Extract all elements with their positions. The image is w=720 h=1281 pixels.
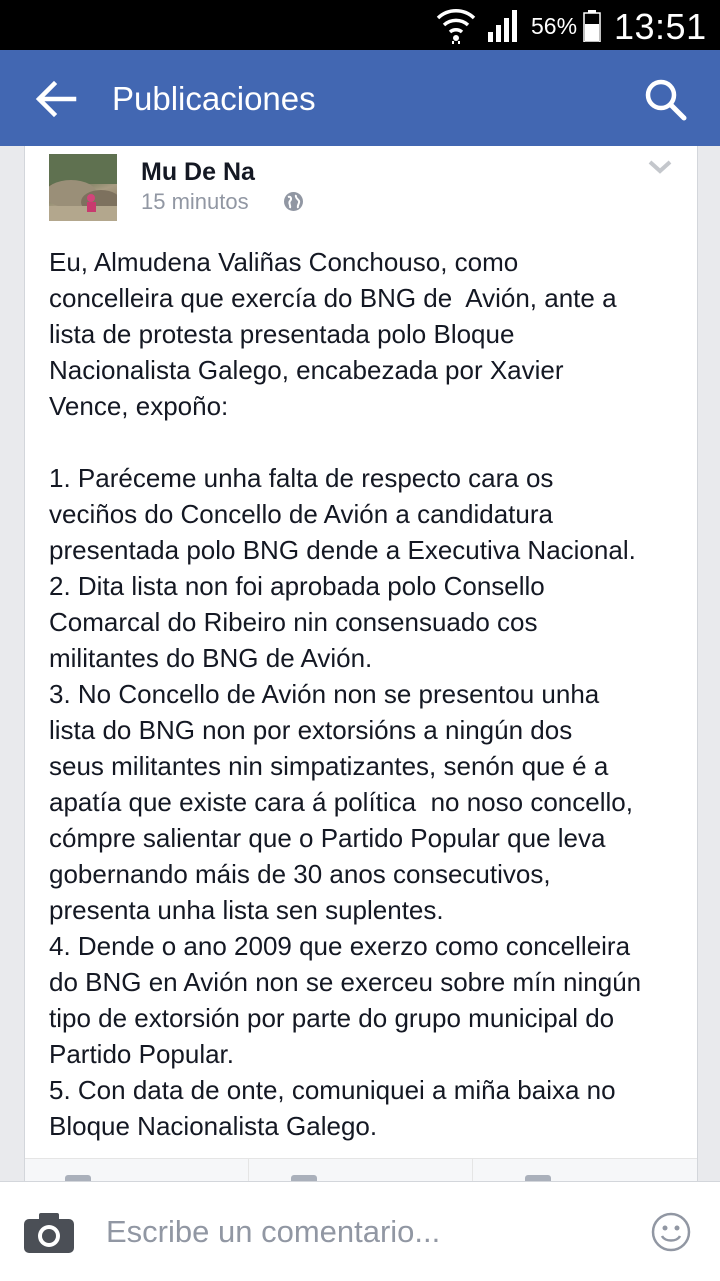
wifi-icon — [436, 6, 476, 44]
signal-icon — [486, 8, 522, 42]
back-arrow-icon[interactable] — [30, 74, 80, 124]
post-body: Eu, Almudena Valiñas Conchouso, como concelleira que exercía do BNG de Avión, ante a lista de protesta presentada polo Bloque Nacionalista Galego, encabezada por Xavier Vence, expoño: 1. Paréceme unha falta de respecto cara os veciños do Concello de Avión a candidatura presentada polo BNG dende a Executiva Nacional. 2. Dita lista non foi aprobada polo Consello Comarcal do Ribeiro nin consensuado cos militantes do BNG de Avión. 3. No Concello de Avión non se presentou unha lista do BNG non por extorsións a ningún dos seus militantes nin simpatizantes, senón que é a apatía que existe cara á política no noso concello, cómpre salientar que o Partido Popular que leva gobernando máis de 30 anos consecutivos, presenta unha lista sen suplentes. 4. Dende o ano 2009 que exerzo como concelleira do BNG en Avión non se exerceu sobre mín ningún tipo de extorsión por parte do grupo municipal do Partido Popular. 5. Con data de onte, comuniquei a miña baixa no Bloque Nacionalista Galego. — [49, 247, 642, 1141]
camera-icon[interactable] — [22, 1211, 76, 1255]
comment-bar — [0, 1181, 720, 1281]
avatar[interactable] — [49, 154, 117, 221]
post-card — [24, 146, 698, 1181]
avatar-photo-icon — [49, 154, 117, 221]
smiley-icon[interactable] — [650, 1211, 692, 1253]
battery-icon — [583, 10, 601, 42]
comment-input[interactable] — [98, 1208, 626, 1256]
search-icon[interactable] — [640, 74, 692, 126]
post-time[interactable]: 15 minutos — [141, 189, 249, 214]
app-bar — [0, 50, 720, 146]
post-author[interactable]: Mu De Na — [141, 158, 255, 186]
globe-icon — [283, 191, 304, 212]
page-title: Publicaciones — [112, 80, 316, 117]
status-bar — [0, 0, 720, 50]
battery-percent: 56% — [531, 13, 578, 39]
chevron-down-icon[interactable] — [647, 158, 673, 176]
clock: 13:51 — [614, 6, 707, 47]
